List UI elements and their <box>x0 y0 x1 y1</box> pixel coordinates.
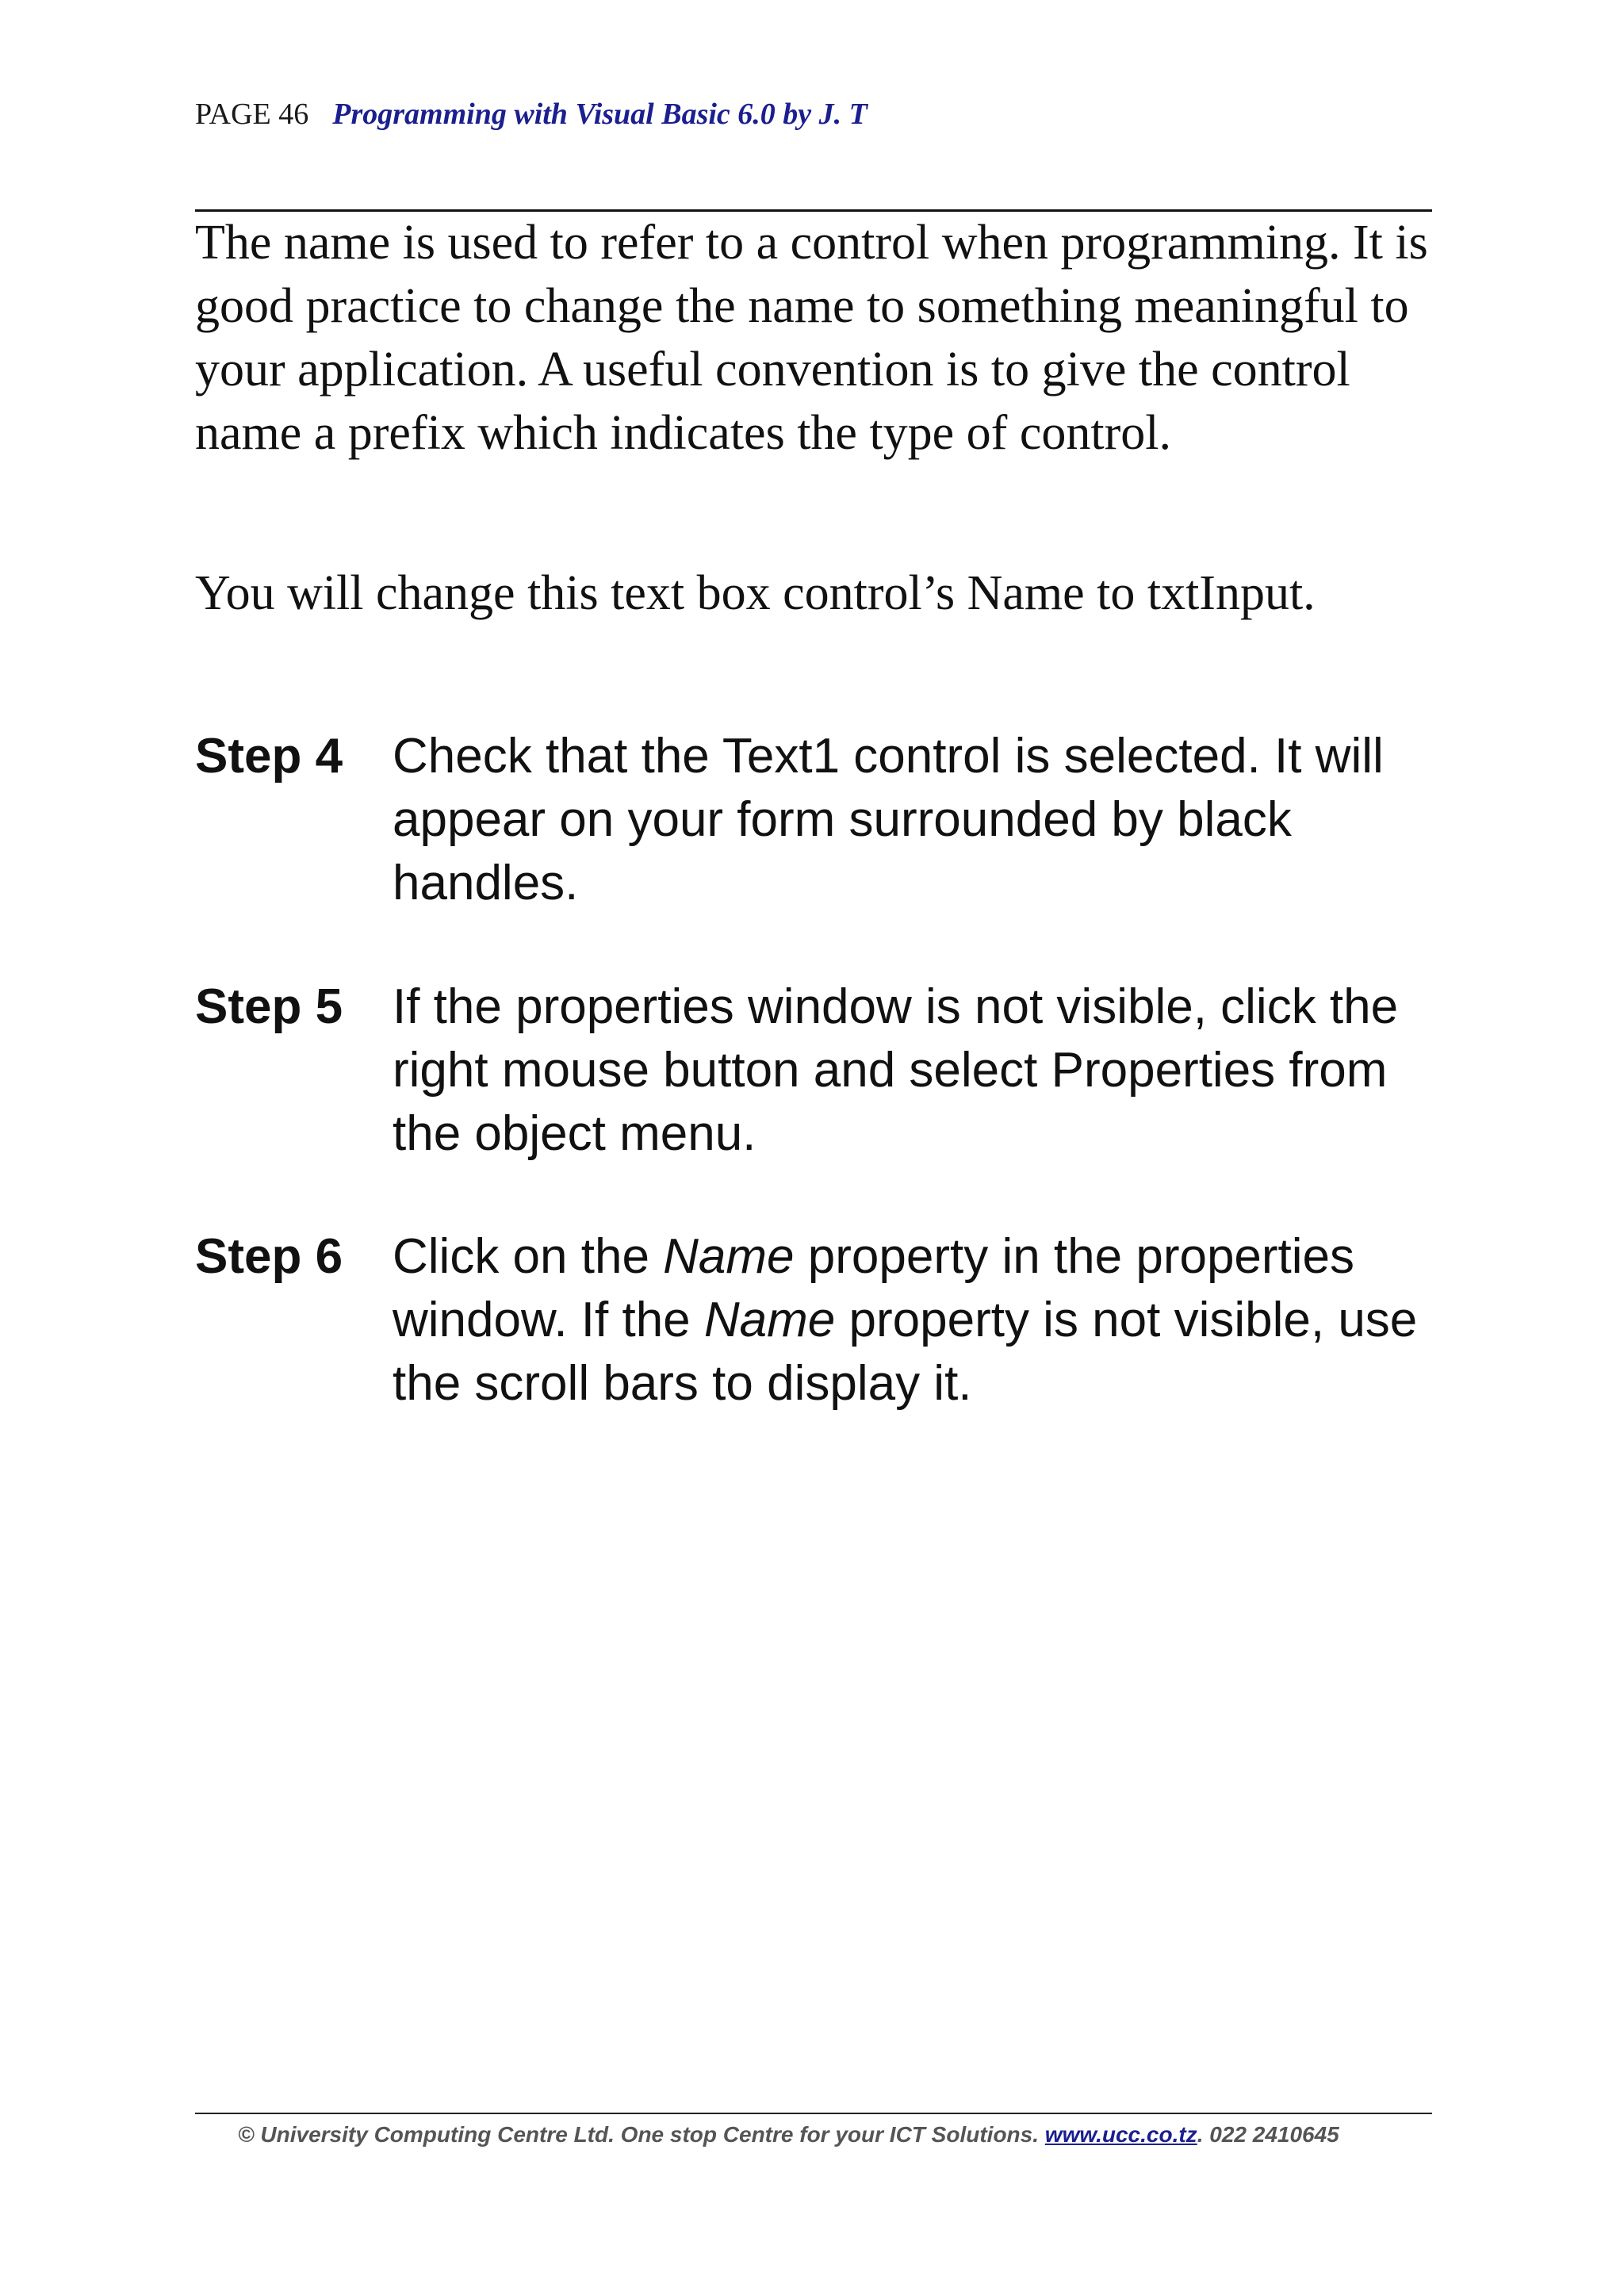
step-label: Step 5 <box>195 979 343 1034</box>
step-label: Step 6 <box>195 1229 343 1284</box>
step-text-part: Click on the <box>393 1229 664 1284</box>
footer-copyright: © University Computing Centre Ltd. One stop Centre for your ICT Solutions. <box>238 2122 1045 2147</box>
running-header <box>195 95 868 133</box>
page-number: PAGE 46 <box>195 98 309 131</box>
step-text-part: property in the properties window. If the <box>393 1229 1355 1347</box>
footer-rule <box>195 2113 1432 2114</box>
book-title: Programming with Visual Basic 6.0 by J. T <box>332 98 868 131</box>
step-text: Check that the Text1 control is selected. It will appear on your form surrounded by black handles. <box>393 729 1384 910</box>
name-property-emphasis: Name <box>703 1293 836 1347</box>
footer-website-link[interactable]: www.ucc.co.tz <box>1044 2122 1197 2147</box>
name-property-emphasis: Name <box>663 1229 795 1284</box>
footer-phone: . 022 2410645 <box>1197 2122 1339 2147</box>
page-footer <box>238 2121 1339 2149</box>
step-text <box>393 1225 1447 1416</box>
step-text: If the properties window is not visible, click the right mouse button and select Properties from the object menu. <box>393 979 1399 1161</box>
step-text-part: property is not visible, use the scroll bars to display it. <box>393 1293 1418 1411</box>
body-paragraph-2: You will change this text box control’s Name to txtInput. <box>195 566 1316 620</box>
step-label: Step 4 <box>195 729 343 784</box>
body-paragraph-1: The name is used to refer to a control when programming. It is good practice to change the name to something meaningful to your application. A useful convention is to give the control name a prefix which indicates the type of control. <box>195 216 1428 460</box>
